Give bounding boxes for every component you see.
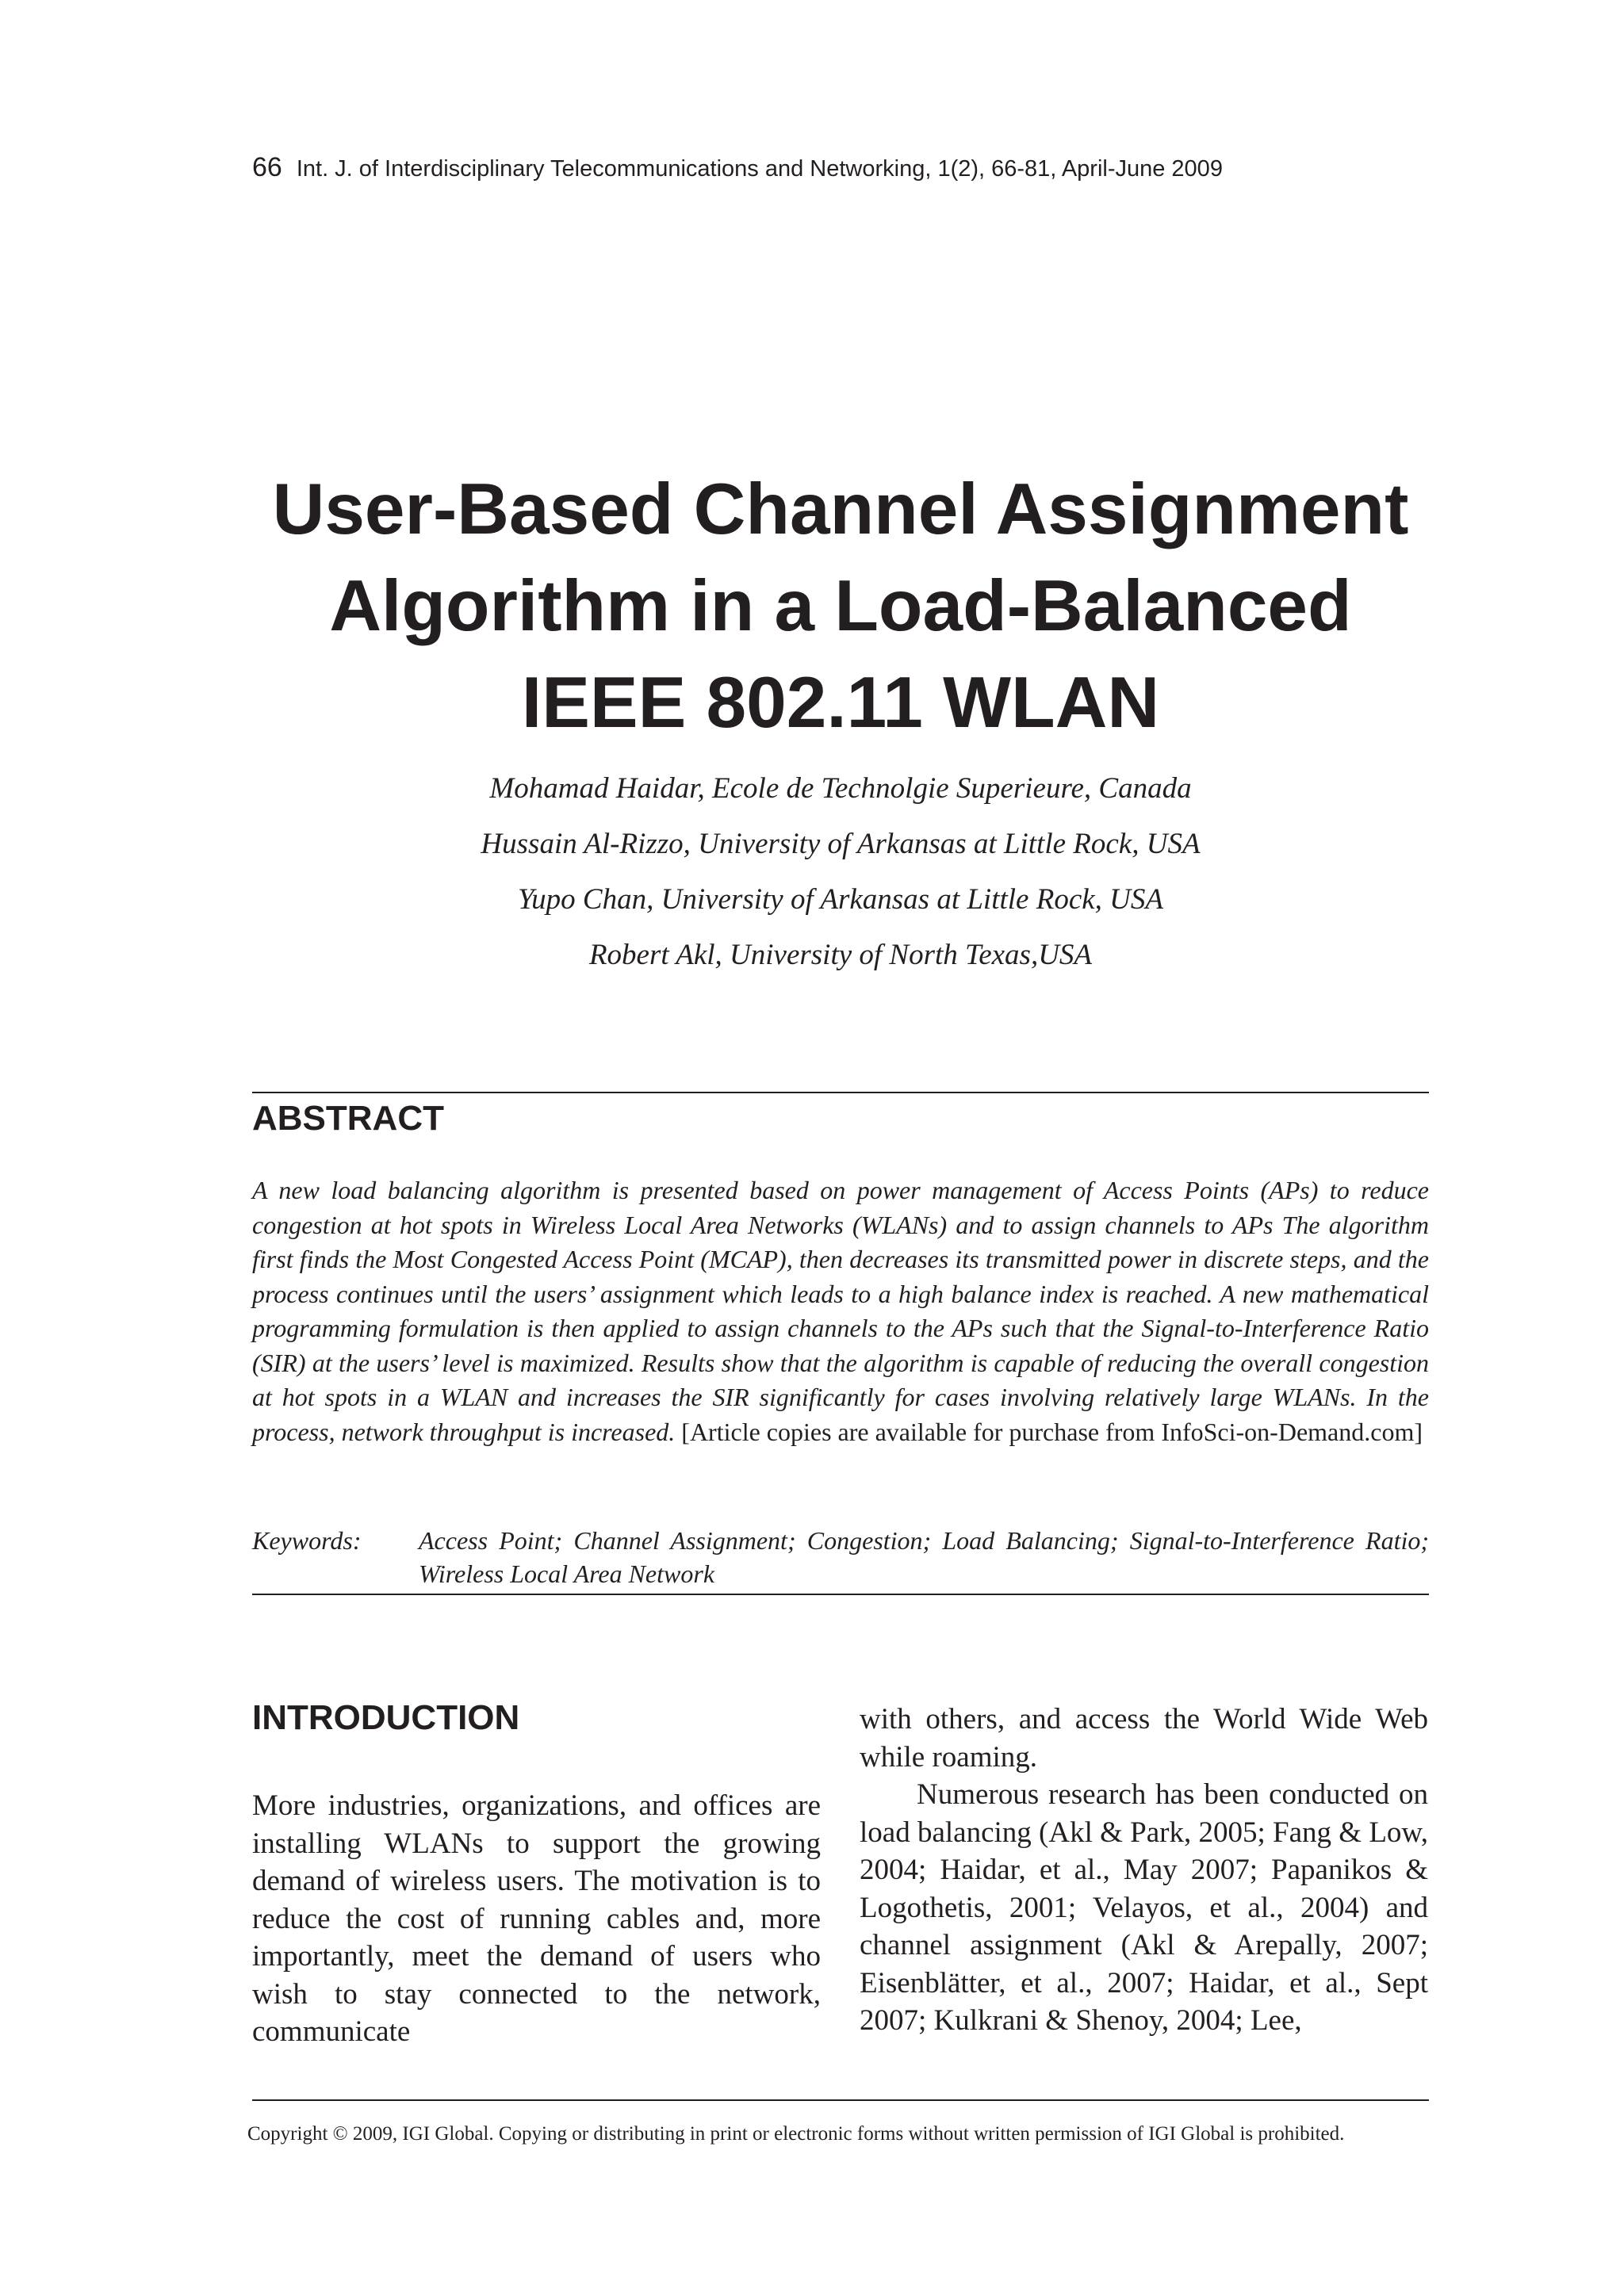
title-line-3: IEEE 802.11 WLAN: [521, 663, 1160, 743]
running-header: [252, 152, 1223, 183]
introduction-heading: INTRODUCTION: [252, 1698, 520, 1737]
keywords-label: Keywords:: [252, 1526, 362, 1555]
copyright-notice: Copyright © 2009, IGI Global. Copying or distributing in print or electronic forms without written permission of IGI Global is prohibited.: [247, 2123, 1345, 2145]
author-entry: Robert Akl, University of North Texas,USA: [588, 939, 1093, 971]
keywords-text: Access Point; Channel Assignment; Congestion; Load Balancing; Signal-to-Interference Ratio; Wireless Local Area Network: [419, 1526, 1429, 1588]
abstract-top-rule: [252, 1092, 1429, 1093]
author-entry: Yupo Chan, University of Arkansas at Little Rock, USA: [518, 883, 1163, 916]
intro-paragraph-2: Numerous research has been conducted on load balancing (Akl & Park, 2005; Fang & Low, 2004; Haidar, et al., May 2007; Papanikos & Logothetis, 2001; Velayos, et al., 2004) and channel assignment (Akl & Arepally, 2007; Eisenblätter, et al., 2007; Haidar, et al., Sept 2007; Kulkrani & Shenoy, 2004; Lee,: [860, 1778, 1428, 2037]
author-entry: Mohamad Haidar, Ecole de Technolgie Superieure, Canada: [489, 772, 1192, 805]
intro-paragraph-1: More industries, organizations, and offices are installing WLANs to support the growing demand of wireless users. The motivation is to reduce the cost of running cables and, more importantly, meet the demand of users who wish to stay connected to the network, communicate: [252, 1789, 821, 2048]
title-line-2: Algorithm in a Load-Balanced: [329, 566, 1352, 646]
abstract-note: [Article copies are available for purchase from InfoSci-on-Demand.com]: [681, 1417, 1423, 1446]
author-entry: Hussain Al-Rizzo, University of Arkansas at Little Rock, USA: [481, 828, 1201, 860]
intro-paragraph-1-continued: with others, and access the World Wide Web while roaming.: [860, 1703, 1428, 1774]
abstract-body: [252, 1173, 1429, 1449]
page-number: 66: [252, 152, 282, 182]
keywords-block: [252, 1524, 1429, 1590]
author-list: [252, 761, 1429, 983]
journal-citation: Int. J. of Interdisciplinary Telecommunications and Networking, 1(2), 66-81, April-June 2009: [296, 156, 1223, 182]
keywords-bottom-rule: [252, 1594, 1429, 1595]
title-line-1: User-Based Channel Assignment: [272, 469, 1409, 549]
abstract-heading: ABSTRACT: [252, 1099, 444, 1138]
abstract-text: A new load balancing algorithm is presented based on power management of Access Points (APs) to reduce congestion at hot spots in Wireless Local Area Networks (WLANs) and to assign channels to APs The algorithm first finds the Most Congested Access Point (MCAP), then decreases its transmitted power in discrete steps, and the process continues until the users’ assignment which leads to a high balance index is reached. A new mathematical programming formulation is then applied to assign channels to the APs such that the Signal-to-Interference Ratio (SIR) at the users’ level is maximized. Results show that the algorithm is capable of reducing the overall congestion at hot spots in a WLAN and increases the SIR significantly for cases involving relatively large WLANs. In the process, network throughput is increased.: [252, 1176, 1429, 1446]
footer-rule: [252, 2099, 1429, 2101]
paper-title: [252, 461, 1429, 752]
